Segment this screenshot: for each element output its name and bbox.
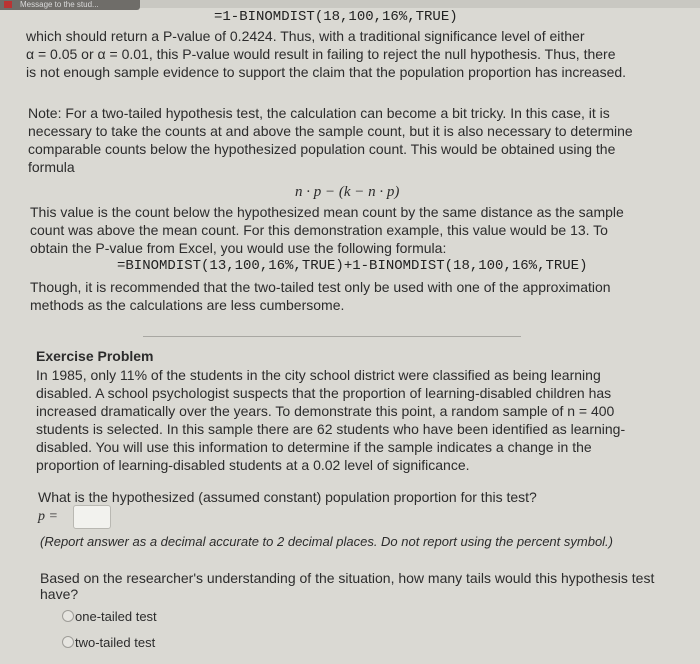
message-tab[interactable] xyxy=(0,0,140,10)
exercise-line-5: disabled. You will use this information to determine if the sample indicates a change in the xyxy=(36,439,592,455)
para3-line-1: This value is the count below the hypothesized mean count by the same distance as the sample xyxy=(30,204,624,220)
top-formula: =1-BINOMDIST(18,100,16%,TRUE) xyxy=(214,9,458,25)
question-1-hint: (Report answer as a decimal accurate to 2 decimal places. Do not report using the percent symbol.) xyxy=(40,534,613,549)
para1-line-3: is not enough sample evidence to support the claim that the population proportion has increased. xyxy=(26,64,627,80)
question-2-line-1: Based on the researcher's understanding of the situation, how many tails would this hypothesis test xyxy=(40,570,655,586)
one-tailed-radio[interactable] xyxy=(62,610,74,622)
note-line-3: comparable counts below the hypothesized population count. This would be obtained using the xyxy=(28,141,616,157)
note-line-1: Note: For a two-tailed hypothesis test, the calculation can become a bit tricky. In this case, it is xyxy=(28,105,610,121)
note-line-4: formula xyxy=(28,159,75,175)
para4-line-2: methods as the calculations are less cumbersome. xyxy=(30,297,345,313)
section-divider xyxy=(143,336,521,337)
p-answer-input[interactable] xyxy=(73,505,111,529)
exercise-line-1: In 1985, only 11% of the students in the city school district were classified as being learning xyxy=(36,367,601,383)
para1-line-2: α = 0.05 or α = 0.01, this P-value would result in failing to reject the null hypothesis. Thus, there xyxy=(26,46,616,62)
p-label: p = xyxy=(38,509,58,524)
para1-line-1: which should return a P-value of 0.2424. Thus, with a traditional significance level of either xyxy=(26,28,585,44)
one-tailed-label[interactable]: one-tailed test xyxy=(75,609,157,624)
para4-line-1: Though, it is recommended that the two-tailed test only be used with one of the approximation xyxy=(30,279,611,295)
para3-line-3: obtain the P-value from Excel, you would use the following formula: xyxy=(30,240,447,256)
two-tailed-formula: =BINOMDIST(13,100,16%,TRUE)+1-BINOMDIST(18,100,16%,TRUE) xyxy=(117,258,588,274)
exercise-heading: Exercise Problem xyxy=(36,348,154,364)
exercise-line-2: disabled. A school psychologist suspects that the proportion of learning-disabled children has xyxy=(36,385,612,401)
question-2-line-2: have? xyxy=(40,586,79,602)
question-1-text: What is the hypothesized (assumed constant) population proportion for this test? xyxy=(38,489,537,505)
two-tailed-label[interactable]: two-tailed test xyxy=(75,635,156,650)
message-tab-label: Message to the stud... xyxy=(20,0,99,9)
note-line-2: necessary to take the counts at and above the sample count, but it is also necessary to determine xyxy=(28,123,633,139)
two-tailed-radio[interactable] xyxy=(62,636,74,648)
message-icon xyxy=(4,1,12,8)
math-expression: n · p − (k − n · p) xyxy=(295,184,400,200)
exercise-line-3: increased dramatically over the years. To demonstrate this point, a random sample of n = 400 xyxy=(36,403,615,419)
exercise-line-6: proportion of learning-disabled students at a 0.02 level of significance. xyxy=(36,457,470,473)
exercise-line-4: students is selected. In this sample there are 62 students who have been identified as learning- xyxy=(36,421,626,437)
para3-line-2: count was above the mean count. For this demonstration example, this value would be 13. To xyxy=(30,222,608,238)
